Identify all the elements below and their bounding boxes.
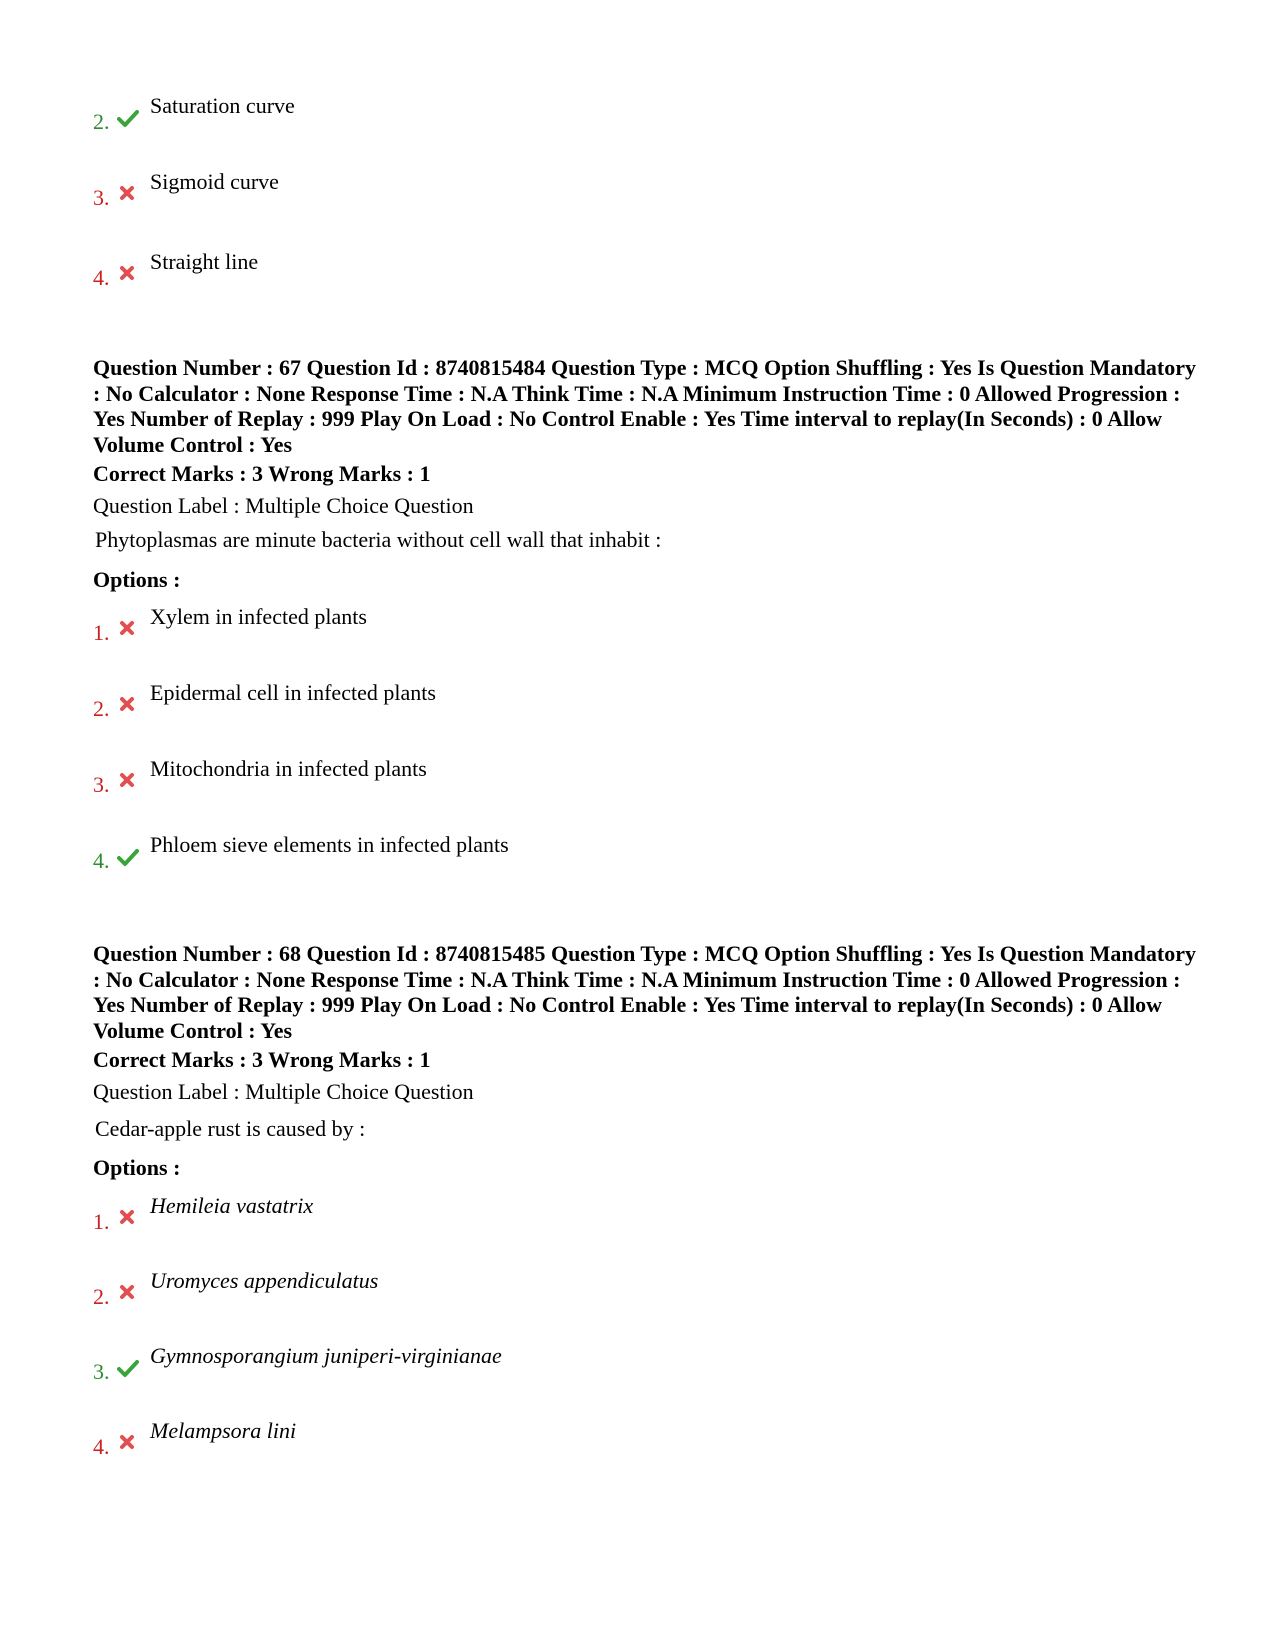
option-number: 3.: [93, 185, 110, 210]
option-number: 2.: [93, 1284, 110, 1309]
option-number: 3.: [93, 1359, 110, 1384]
option-number: 2.: [93, 696, 110, 721]
question-67-label: Question Label : Multiple Choice Question: [93, 493, 474, 518]
option-number: 4.: [93, 265, 110, 290]
option-number: 3.: [93, 772, 110, 797]
option-text: Epidermal cell in infected plants: [150, 680, 436, 705]
cross-icon: [117, 618, 139, 640]
cross-icon: [117, 1282, 139, 1304]
option-number: 1.: [93, 1209, 110, 1234]
question-67-marks: Correct Marks : 3 Wrong Marks : 1: [93, 461, 431, 486]
cross-icon: [117, 1207, 139, 1229]
option-number: 4.: [93, 848, 110, 873]
option-text: Sigmoid curve: [150, 169, 279, 194]
cross-icon: [117, 694, 139, 716]
check-icon: [117, 1357, 139, 1379]
option-number: 4.: [93, 1434, 110, 1459]
check-icon: [117, 107, 139, 129]
prev-option-2: [93, 93, 993, 133]
q68-option-1: [93, 1193, 993, 1233]
option-text: Xylem in infected plants: [150, 604, 367, 629]
option-text: Hemileia vastatrix: [150, 1193, 314, 1218]
question-68-options-heading: Options :: [93, 1155, 181, 1180]
option-text: Phloem sieve elements in infected plants: [150, 832, 509, 857]
cross-icon: [117, 770, 139, 792]
option-text: Melampsora lini: [150, 1418, 297, 1443]
q68-option-4: [93, 1418, 993, 1458]
cross-icon: [117, 183, 139, 205]
option-text: Straight line: [150, 249, 259, 274]
question-67-header: Question Number : 67 Question Id : 8740815484 Question Type : MCQ Option Shuffling : Yes Is Question Mandatory : No Calculator : None Response Time : N.A Think Time : N.A Minimum Instruction Time : 0 Allowed Progression : Yes Number of Replay : 999 Play On Load : No Control Enable : Yes Time interval to replay(In Seconds) : 0 Allow Volume Control : Yes: [93, 355, 1196, 457]
cross-icon: [117, 263, 139, 285]
option-number: 2.: [93, 109, 110, 134]
option-text: Mitochondria in infected plants: [150, 756, 427, 781]
question-67-options-heading: Options :: [93, 567, 181, 592]
question-67-text: Phytoplasmas are minute bacteria without cell wall that inhabit :: [95, 527, 662, 552]
q68-option-3: [93, 1343, 993, 1383]
cross-icon: [117, 1432, 139, 1454]
q68-option-2: [93, 1268, 993, 1308]
prev-option-4: [93, 249, 993, 289]
prev-option-3: [93, 169, 993, 209]
option-number: 1.: [93, 620, 110, 645]
question-68-marks: Correct Marks : 3 Wrong Marks : 1: [93, 1047, 431, 1072]
q67-option-1: [93, 604, 993, 644]
q67-option-3: [93, 756, 993, 796]
check-icon: [117, 846, 139, 868]
q67-option-2: [93, 680, 993, 720]
question-68-header: Question Number : 68 Question Id : 8740815485 Question Type : MCQ Option Shuffling : Yes Is Question Mandatory : No Calculator : None Response Time : N.A Think Time : N.A Minimum Instruction Time : 0 Allowed Progression : Yes Number of Replay : 999 Play On Load : No Control Enable : Yes Time interval to replay(In Seconds) : 0 Allow Volume Control : Yes: [93, 941, 1196, 1043]
option-text: Saturation curve: [150, 93, 295, 118]
q67-option-4: [93, 832, 993, 872]
option-text: Uromyces appendiculatus: [150, 1268, 379, 1293]
question-68-label: Question Label : Multiple Choice Question: [93, 1079, 474, 1104]
option-text: Gymnosporangium juniperi-virginianae: [150, 1343, 502, 1368]
question-68-text: Cedar-apple rust is caused by :: [95, 1116, 366, 1141]
